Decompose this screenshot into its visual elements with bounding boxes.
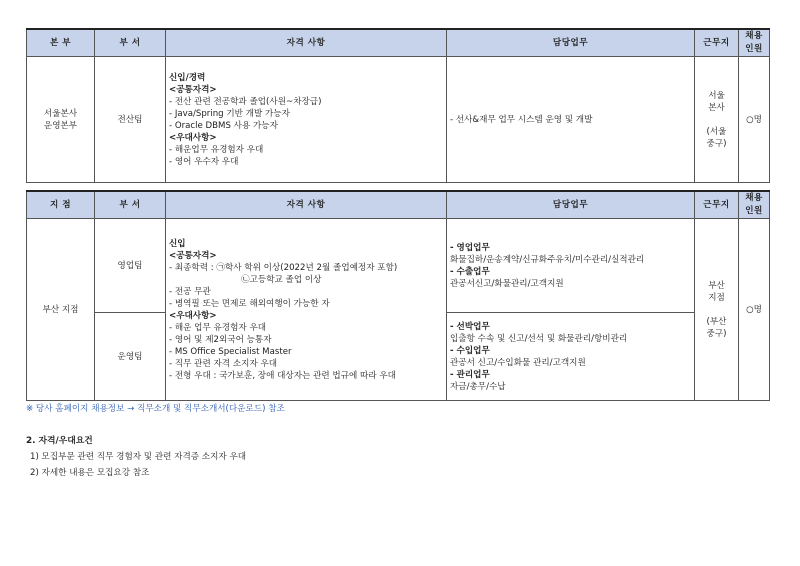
header-duty: 담당업무 — [447, 29, 695, 57]
qual-item: - 영어 및 제2외국어 능통자 — [169, 334, 272, 345]
duty-item: 입출항 수속 및 신고/선석 및 화물관리/항비관리 — [450, 333, 628, 344]
job-table-hq — [26, 28, 770, 183]
table-row — [27, 57, 770, 183]
headcount-cell: ○명 — [739, 57, 770, 183]
qual-item: - 병역필 또는 면제로 해외여행이 가능한 자 — [169, 298, 330, 309]
duty-heading: - 수입업무 — [450, 345, 490, 356]
qual-item: - Java/Spring 기반 개발 가능자 — [169, 108, 290, 119]
location-cell — [695, 219, 739, 401]
duty-heading: - 관리업무 — [450, 369, 490, 380]
qual-item: - 해운업무 유경험자 우대 — [169, 144, 264, 155]
homepage-note-link[interactable]: ※ 당사 홈페이지 채용정보 → 직무소개 및 직무소개서(다운로드) 참조 — [26, 404, 285, 414]
preferred-heading: <우대사항> — [169, 310, 217, 321]
job-table-branch — [26, 190, 770, 401]
duty-item: 관공서 신고/수입화물 관리/고객지원 — [450, 357, 586, 368]
header-headcount: 채용 인원 — [739, 29, 770, 57]
header-department: 부 서 — [95, 191, 166, 219]
department-sales-cell: 영업팀 — [95, 219, 166, 313]
header-headquarters: 본 부 — [27, 29, 95, 57]
preferred-heading: <우대사항> — [169, 132, 217, 143]
qual-item: - 영어 우수자 우대 — [169, 156, 239, 167]
header-headcount: 채용 인원 — [739, 191, 770, 219]
header-location: 근무지 — [695, 29, 739, 57]
duty-sales-cell — [447, 219, 695, 313]
section-title: 2. 자격/우대요건 — [26, 436, 93, 446]
department-cell: 전산팀 — [95, 57, 166, 183]
duty-item: 화물집하/운송계약/신규화주유치/미수관리/실적관리 — [450, 254, 645, 265]
duty-item: 관공서신고/화물관리/고객지원 — [450, 278, 564, 289]
table-row — [27, 219, 770, 313]
qualifications-cell — [166, 219, 447, 401]
qualifications-cell — [166, 57, 447, 183]
table-header-row — [27, 29, 770, 57]
qual-item: - 최종학력 : ㉠학사 학위 이상(2022년 2월 졸업예정자 포함) — [169, 262, 398, 273]
qual-item: - 해운 업무 유경험자 우대 — [169, 322, 267, 333]
requirement-item: 2) 자세한 내용은 모집요강 참조 — [30, 468, 150, 478]
hire-type: 신입 — [169, 238, 186, 249]
header-department: 부 서 — [95, 29, 166, 57]
qual-item: - 전형 우대 : 국가보훈, 장애 대상자는 관련 법규에 따라 우대 — [169, 370, 396, 381]
qual-item: - 직무 관련 자격 소지자 우대 — [169, 358, 278, 369]
header-location: 근무지 — [695, 191, 739, 219]
location-cell: 서울 본사 (서울 중구) — [695, 57, 739, 183]
requirement-item: 1) 모집부문 관련 직무 경험자 및 관련 자격증 소지자 우대 — [30, 452, 247, 462]
duty-heading: - 영업업무 — [450, 242, 490, 253]
duty-ops-cell — [447, 313, 695, 401]
common-heading: <공통자격> — [169, 84, 217, 95]
qual-item: - 전산 관련 전공학과 졸업(사원~차장급) — [169, 96, 322, 107]
branch-cell: 부산 지점 — [27, 219, 95, 401]
qual-item: ㉡고등학교 졸업 이상 — [241, 274, 322, 285]
qual-item: - MS Office Specialist Master — [169, 346, 292, 357]
table-header-row — [27, 191, 770, 219]
header-duty: 담당업무 — [447, 191, 695, 219]
duty-heading: - 수출업무 — [450, 266, 490, 277]
location-district: (부산 중구) — [706, 316, 727, 339]
location-branch: 부산 지점 — [708, 280, 725, 303]
header-qualifications: 자격 사항 — [166, 191, 447, 219]
duty-item: 자금/총무/수납 — [450, 381, 506, 392]
common-heading: <공통자격> — [169, 250, 217, 261]
duty-cell: - 선사&재무 업무 시스템 운영 및 개발 — [447, 57, 695, 183]
duty-heading: - 선박업무 — [450, 321, 490, 332]
headcount-cell: ○명 — [739, 219, 770, 401]
department-ops-cell: 운영팀 — [95, 313, 166, 401]
header-branch: 지 점 — [27, 191, 95, 219]
header-qualifications: 자격 사항 — [166, 29, 447, 57]
headquarters-cell: 서울본사 운영본부 — [27, 57, 95, 183]
qual-item: - 전공 무관 — [169, 286, 211, 297]
hire-type: 신입/경력 — [169, 72, 206, 83]
qual-item: - Oracle DBMS 사용 가능자 — [169, 120, 278, 131]
